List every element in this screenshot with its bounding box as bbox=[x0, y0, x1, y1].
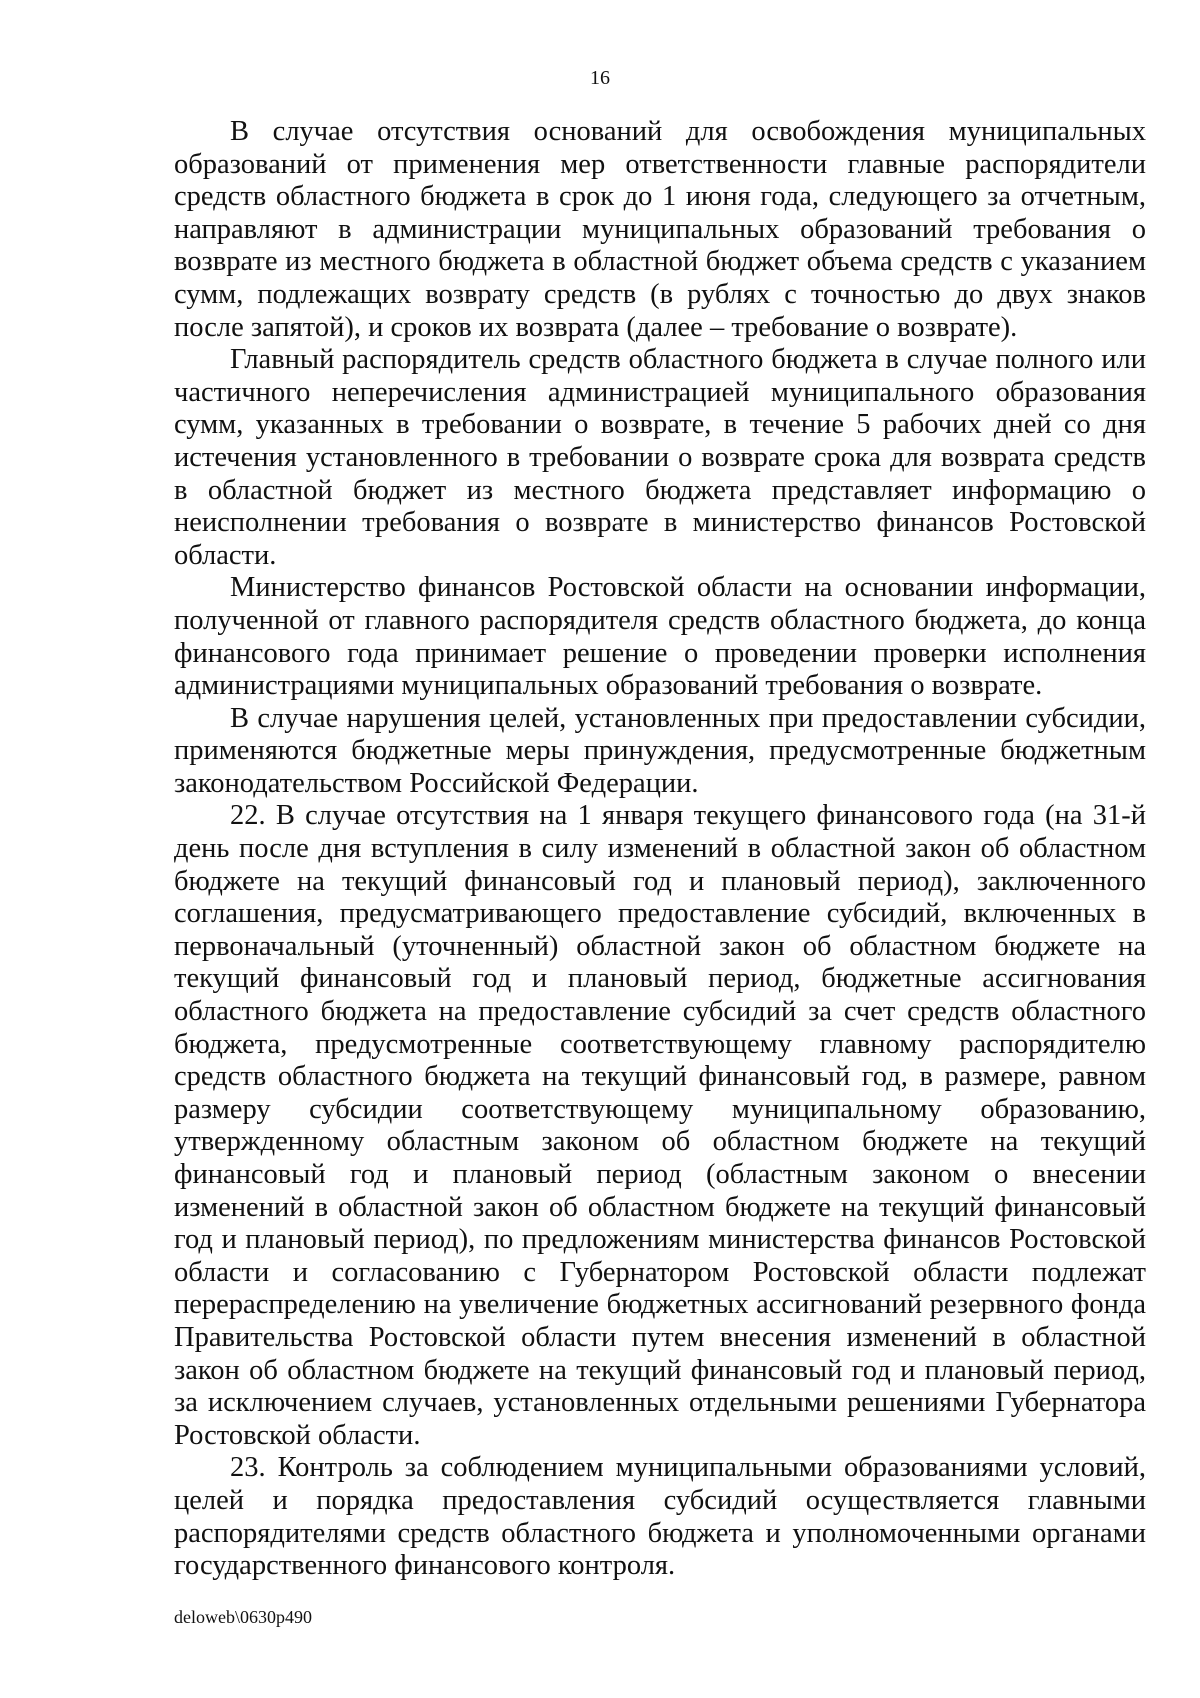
page-number: 16 bbox=[590, 67, 610, 89]
paragraph-clause-23: 23. Контроль за соблюдением муниципальными образованиями условий, целей и порядка предоставления субсидий осуществляется главными распорядителями средств областного бюджета и уполномоченными органами государственного финансового контроля. bbox=[174, 1452, 1146, 1582]
document-body bbox=[174, 116, 1146, 1583]
paragraph-enforcement-measures: В случае нарушения целей, установленных при предоставлении субсидии, применяются бюджетные меры принуждения, предусмотренные бюджетным законодательством Российской Федерации. bbox=[174, 702, 1146, 799]
document-footer-code: deloweb\0630p490 bbox=[174, 1607, 312, 1627]
paragraph-non-transfer-report: Главный распорядитель средств областного бюджета в случае полного или частичного неперечисления администрацией муниципального образования сумм, указанных в требовании о возврате, в течение 5 рабочих дней со дня истечения установленного в требовании о возврате срока для возврата средств в областной бюджет из местного бюджета представляет информацию о неисполнении требования о возврате в министерство финансов Ростовской области. bbox=[174, 344, 1146, 571]
paragraph-refund-demand: В случае отсутствия оснований для освобождения муниципальных образований от применения мер ответственности главные распорядители средств областного бюджета в срок до 1 июня года, следующего за отчетным, направляют в администрации муниципальных образований требования о возврате из местного бюджета в областной бюджет объема средств с указанием сумм, подлежащих возврату средств (в рублях с точностью до двух знаков после запятой), и сроков их возврата (далее – требование о возврате). bbox=[174, 116, 1146, 343]
paragraph-clause-22: 22. В случае отсутствия на 1 января текущего финансового года (на 31-й день после дня вступления в силу изменений в областной закон об областном бюджете на текущий финансовый год и плановый период), заключенного соглашения, предусматривающего предоставление субсидий, включенных в первоначальный (уточненный) областной закон об областном бюджете на текущий финансовый год и плановый период, бюджетные ассигнования областного бюджета на предоставление субсидий за счет средств областного бюджета, предусмотренные соответствующему главному распорядителю средств областного бюджета на текущий финансовый год, в размере, равном размеру субсидии соответствующему муниципальному образованию, утвержденному областным законом об областном бюджете на текущий финансовый год и плановый период (областным законом о внесении изменений в областной закон об областном бюджете на текущий финансовый год и плановый период), по предложениям министерства финансов Ростовской области и согласованию с Губернатором Ростовской области подлежат перераспределению на увеличение бюджетных ассигнований резервного фонда Правительства Ростовской области путем внесения изменений в областной закон об областном бюджете на текущий финансовый год и плановый период, за исключением случаев, установленных отдельными решениями Губернатора Ростовской области. bbox=[174, 800, 1146, 1451]
paragraph-ministry-inspection: Министерство финансов Ростовской области на основании информации, полученной от главного распорядителя средств областного бюджета, до конца финансового года принимает решение о проведении проверки исполнения администрациями муниципальных образований требования о возврате. bbox=[174, 572, 1146, 702]
